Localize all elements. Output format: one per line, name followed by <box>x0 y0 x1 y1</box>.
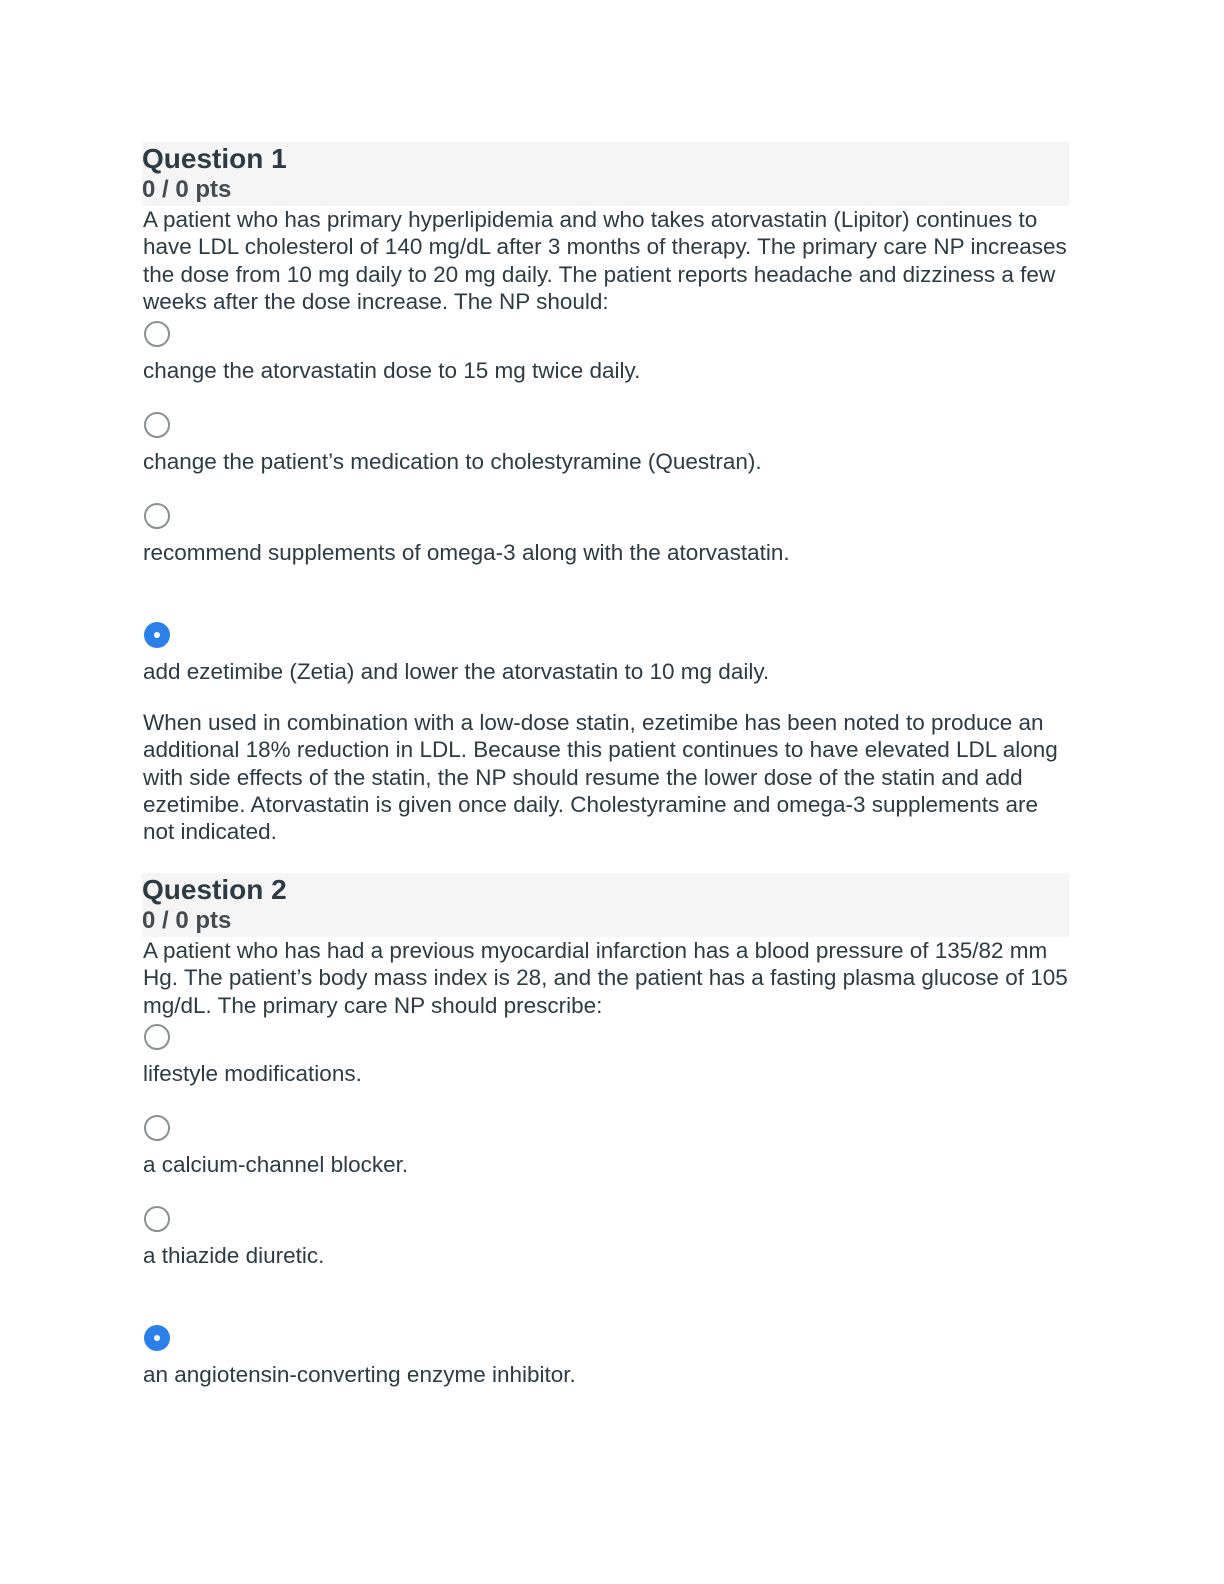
radio-button[interactable] <box>144 412 170 438</box>
question-header <box>142 142 1069 206</box>
question-text: A patient who has had a previous myocardial infarction has a blood pressure of 135/82 mm Hg. The patient’s body mass index is 28, and the patient has a fasting plasma glucose of 105 mg/dL. The primary care NP should prescribe: <box>143 938 1068 1018</box>
answer-label: change the atorvastatin dose to 15 mg twice daily. <box>143 358 641 383</box>
question-header <box>142 873 1069 937</box>
question-title: Question 1 <box>142 143 287 174</box>
radio-button[interactable] <box>144 622 170 648</box>
question-2 <box>143 873 1069 1413</box>
radio-button[interactable] <box>144 1115 170 1141</box>
answer-label: an angiotensin-converting enzyme inhibitor. <box>143 1362 576 1387</box>
radio-button[interactable] <box>144 1325 170 1351</box>
radio-button[interactable] <box>144 1024 170 1050</box>
answer-label: add ezetimibe (Zetia) and lower the atorvastatin to 10 mg daily. <box>143 659 770 684</box>
question-points: 0 / 0 pts <box>142 907 232 934</box>
question-points: 0 / 0 pts <box>142 176 232 203</box>
answer-label: lifestyle modifications. <box>143 1061 362 1086</box>
answer-label: a thiazide diuretic. <box>143 1243 325 1268</box>
question-title: Question 2 <box>142 874 287 905</box>
radio-button[interactable] <box>144 503 170 529</box>
answer-label: a calcium-channel blocker. <box>143 1152 409 1177</box>
answer-explanation: When used in combination with a low-dose statin, ezetimibe has been noted to produce an additional 18% reduction in LDL. Because this patient continues to have elevated LDL along with side effects of the statin, the NP should resume the lower dose of the statin and add ezetimibe. Atorvastatin is given once daily. Cholestyramine and omega-3 supplements are not indicated. <box>143 710 1058 845</box>
radio-button[interactable] <box>144 1206 170 1232</box>
answer-label: change the patient’s medication to cholestyramine (Questran). <box>143 449 762 474</box>
answer-label: recommend supplements of omega-3 along with the atorvastatin. <box>143 540 790 565</box>
question-text: A patient who has primary hyperlipidemia and who takes atorvastatin (Lipitor) continues to have LDL cholesterol of 140 mg/dL after 3 months of therapy. The primary care NP increases the dose from 10 mg daily to 20 mg daily. The patient reports headache and dizziness a few weeks after the dose increase. The NP should: <box>143 207 1067 314</box>
radio-button[interactable] <box>144 321 170 347</box>
question-1 <box>143 142 1069 862</box>
